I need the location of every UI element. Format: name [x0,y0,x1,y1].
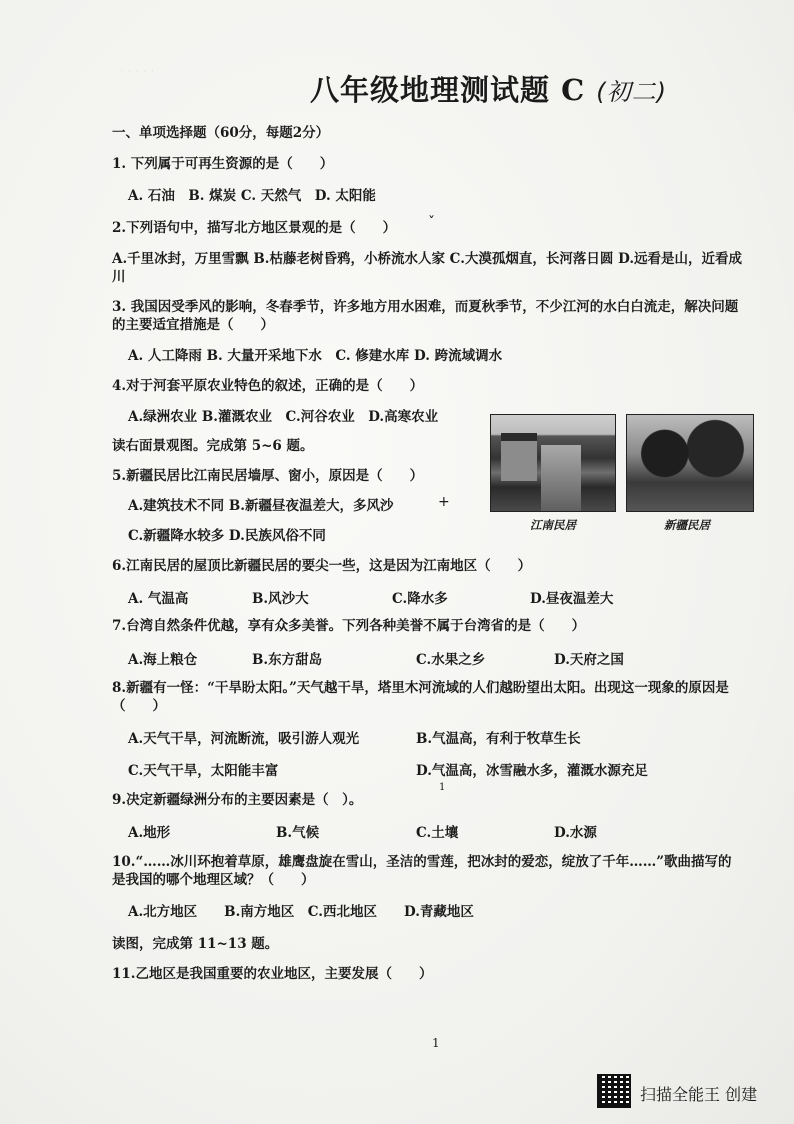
reading-instruction-1: 读右面景观图。完成第 5~6 题。 [112,438,314,454]
question-8-option-a: A.天气干旱，河流断流，吸引游人观光 [128,731,360,747]
question-9: 9.决定新疆绿洲分布的主要因素是（ ）。 [112,792,363,808]
question-3-line2: 的主要适宜措施是（ ） [112,317,274,333]
plus-mark-icon: + [438,494,450,510]
question-6-option-a: A. 气温高 [128,591,189,607]
stray-mark: 1 [439,782,446,793]
question-6-option-c: C.降水多 [392,591,448,607]
question-8-line1: 8.新疆有一怪：“干旱盼太阳。”天气越干旱，塔里木河流域的人们越盼望出太阳。出现这一现象的原因是 [112,680,729,696]
question-9-option-b: B.气候 [276,825,320,841]
question-2-options-line2: 川 [112,269,126,285]
question-6-option-b: B.风沙大 [252,591,309,607]
reading-instruction-2: 读图，完成第 11~13 题。 [112,936,279,952]
caption-xinjiang: 新疆民居 [664,518,710,532]
question-1-options: A. 石油 B. 煤炭 C. 天然气 D. 太阳能 [128,188,376,204]
bleed-through-text: · · · · · [120,64,155,78]
question-5-options-line2: C.新疆降水较多 D.民族风俗不同 [128,528,326,544]
question-11: 11.乙地区是我国重要的农业地区，主要发展（ ） [112,966,433,982]
question-2-options-line1: A.千里冰封，万里雪飘 B.枯藤老树昏鸦，小桥流水人家 C.大漠孤烟直，长河落日圆 D.远看是山，近看成 [112,251,743,267]
question-8-option-c: C.天气干旱，太阳能丰富 [128,763,279,779]
question-7-option-c: C.水果之乡 [416,652,486,668]
title-handwritten-note: (初二) [596,78,668,106]
question-5: 5.新疆民居比江南民居墙厚、窗小，原因是（ ） [112,468,424,484]
page-number: 1 [432,1036,440,1050]
question-7: 7.台湾自然条件优越，享有众多美誉。下列各种美誉不属于台湾省的是（ ） [112,618,586,634]
xinjiang-house-photo [626,414,754,512]
jiangnan-house-photo [490,414,616,512]
question-8-option-b: B.气温高，有利于牧草生长 [416,731,581,747]
section-heading: 一、单项选择题（60分，每题2分） [112,125,330,141]
question-3-line1: 3. 我国因受季风的影响，冬春季节，许多地方用水困难，而夏秋季节，不少江河的水白白流走，解决问题 [112,299,739,315]
scanner-watermark: 扫描全能王 创建 [640,1085,758,1104]
question-4: 4.对于河套平原农业特色的叙述，正确的是（ ） [112,378,424,394]
question-3-options: A. 人工降雨 B. 大量开采地下水 C. 修建水库 D. 跨流域调水 [128,348,503,364]
question-1: 1. 下列属于可再生资源的是（ ） [112,156,334,172]
title-text: 八年级地理测试题 C [310,73,586,107]
qr-code-icon [597,1074,631,1108]
question-2: 2.下列语句中，描写北方地区景观的是（ ） [112,220,397,236]
question-6: 6.江南民居的屋顶比新疆民居的要尖一些，这是因为江南地区（ ） [112,558,532,574]
question-5-options-line1: A.建筑技术不同 B.新疆昼夜温差大，多风沙 [128,498,394,514]
question-4-options: A.绿洲农业 B.灌溉农业 C.河谷农业 D.高寒农业 [128,409,439,425]
question-7-option-a: A.海上粮仓 [128,652,198,668]
question-8-line2: （ ） [112,698,166,714]
pen-mark-icon: ˇ [428,215,435,231]
question-10-options: A.北方地区 B.南方地区 C.西北地区 D.青藏地区 [128,904,474,920]
caption-jiangnan: 江南民居 [530,518,576,532]
question-8-option-d: D.气温高，冰雪融水多，灌溉水源充足 [416,763,648,779]
question-9-option-c: C.土壤 [416,825,459,841]
question-10-line1: 10.“……冰川环抱着草原，雄鹰盘旋在雪山，圣洁的雪莲，把冰封的爱恋，绽放了千年……”歌曲描写的 [112,854,732,870]
question-7-option-d: D.天府之国 [554,652,624,668]
question-6-option-d: D.昼夜温差大 [530,591,614,607]
page-title [310,68,667,109]
question-9-option-d: D.水源 [554,825,597,841]
question-9-option-a: A.地形 [128,825,171,841]
question-7-option-b: B.东方甜岛 [252,652,323,668]
question-10-line2: 是我国的哪个地理区域？（ ） [112,872,315,888]
